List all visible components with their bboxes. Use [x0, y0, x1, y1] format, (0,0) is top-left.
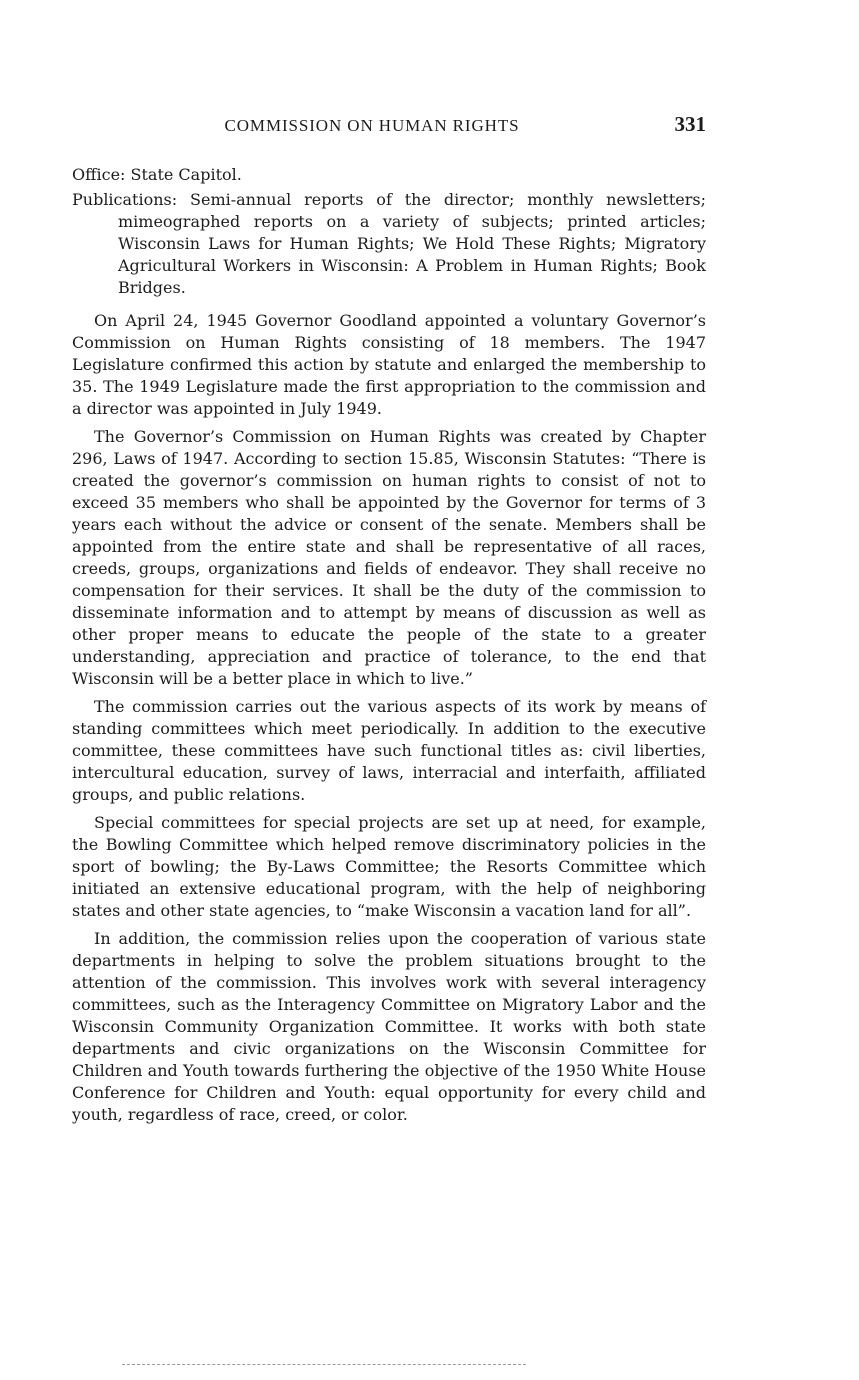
publications-entry: Publications: Semi-annual reports of the director; monthly newsletters; mimeographed reports on a variety of subjects; printed articles; Wisconsin Laws for Human Rights; We Hold These Rights; Migratory Agricultural Workers in Wisconsin: A Problem in Human Rights; Book Bridges. [72, 190, 706, 297]
paragraph-cooperation: In addition, the commission relies upon the cooperation of various state departments in helping to solve the problem situations brought to the attention of the commission. This involves work with several interagency committees, such as the Interagency Committee on Migratory Labor and the Wisconsin Community Organization Committee. It works with both state departments and civic organizations on the Wisconsin Committee for Children and Youth towards furthering the objective of the 1950 White House Conference for Children and Youth: equal opportunity for every child and youth, regardless of race, creed, or color. [72, 929, 706, 1124]
page-number: 331 [674, 112, 706, 136]
office-line: Office: State Capitol. [72, 165, 242, 184]
bottom-rule [122, 1364, 526, 1365]
body-text [72, 164, 706, 1126]
paragraph-special-committees: Special committees for special projects are set up at need, for example, the Bowling Committee which helped remove discriminatory policies in the sport of bowling; the By-Laws Committee; the Resorts Committee which initiated an extensive educational program, with the help of neighboring states and other state agencies, to “make Wisconsin a vacation land for all”. [72, 813, 706, 920]
paragraph-history: On April 24, 1945 Governor Goodland appointed a voluntary Governor’s Commission on Human Rights consisting of 18 members. The 1947 Legislature confirmed this action by statute and enlarged the membership to 35. The 1949 Legislature made the first appropriation to the commission and a director was appointed in July 1949. [72, 311, 706, 418]
paragraph-statute: The Governor’s Commission on Human Rights was created by Chapter 296, Laws of 1947. According to section 15.85, Wisconsin Statutes: “There is created the governor’s commission on human rights to consist of not to exceed 35 members who shall be appointed by the Governor for terms of 3 years each without the advice or consent of the senate. Members shall be appointed from the entire state and shall be representative of all races, creeds, groups, organizations and fields of endeavor. They shall receive no compensation for their services. It shall be the duty of the commission to disseminate information and to attempt by means of discussion as well as other proper means to educate the people of the state to a greater understanding, appreciation and practice of tolerance, to the end that Wisconsin will be a better place in which to live.” [72, 427, 706, 688]
running-head: COMMISSION ON HUMAN RIGHTS [224, 116, 520, 135]
document-page [72, 108, 706, 1132]
paragraph-standing-committees: The commission carries out the various aspects of its work by means of standing committees which meet periodically. In addition to the executive committee, these committees have such functional titles as: civil liberties, intercultural education, survey of laws, interracial and interfaith, affiliated groups, and public relations. [72, 697, 706, 804]
page-header [72, 108, 706, 144]
